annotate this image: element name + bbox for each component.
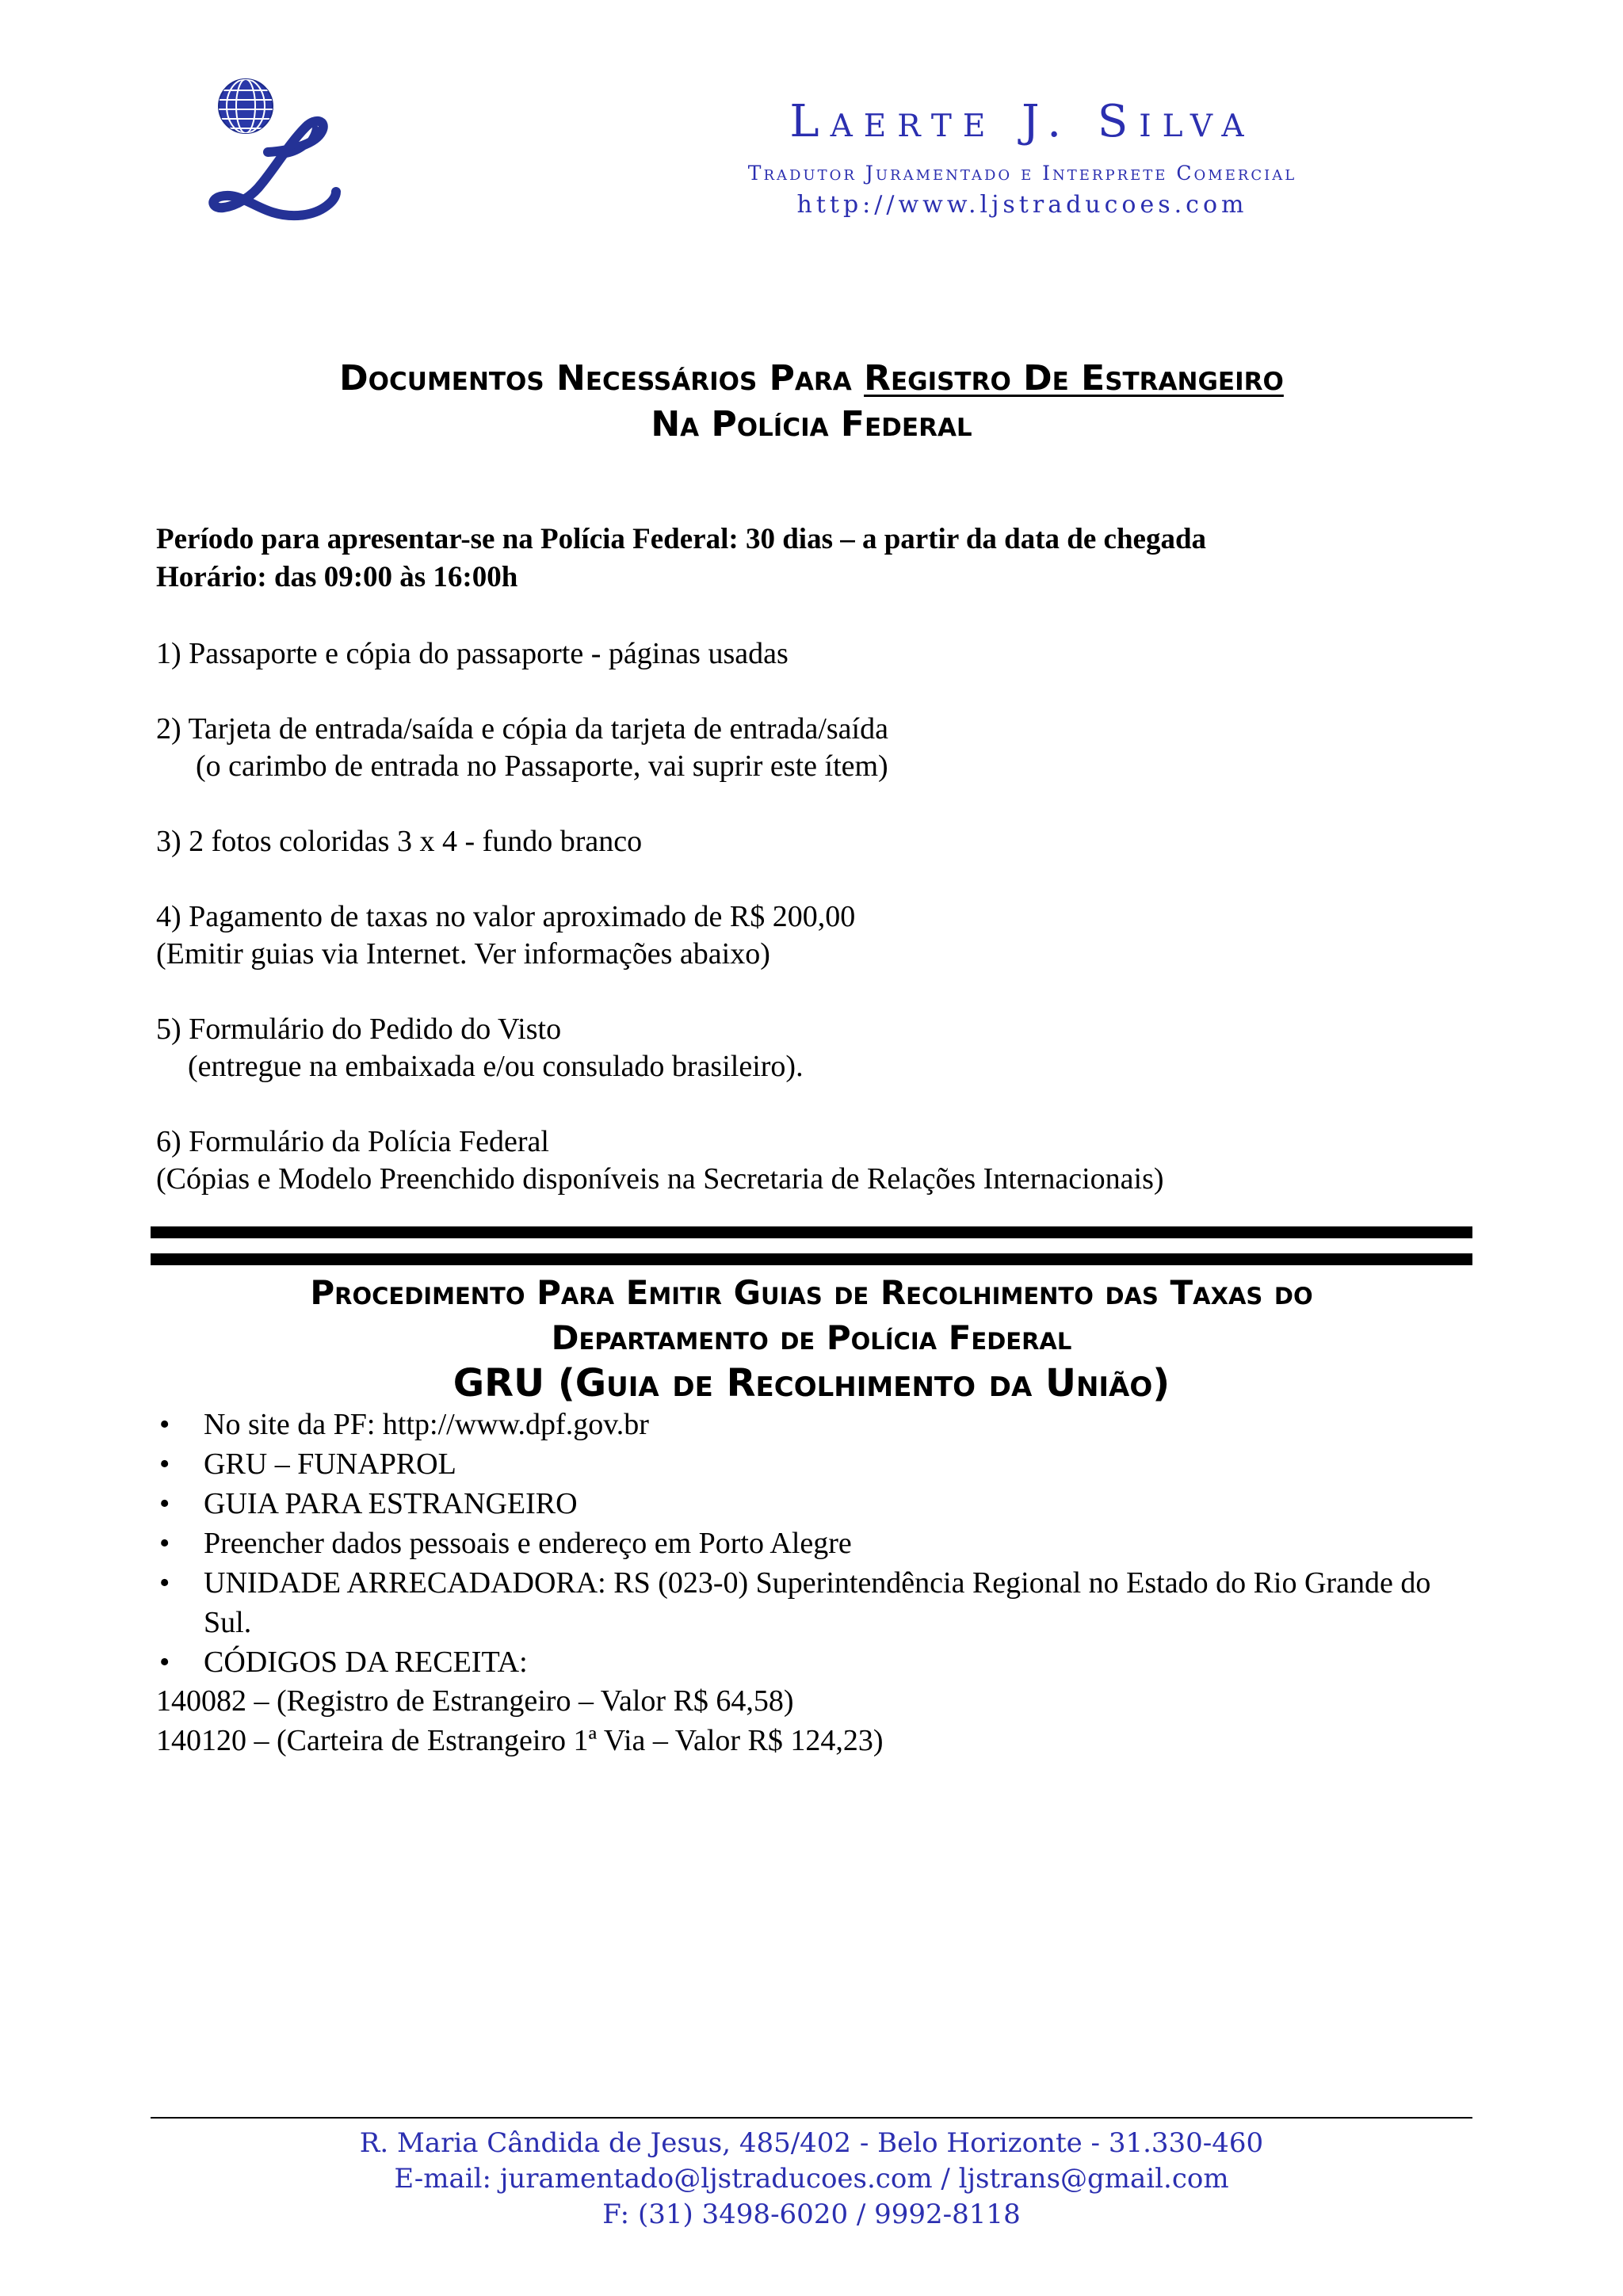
item-4-note: (Emitir guias via Internet. Ver informações abaixo): [156, 937, 770, 971]
section2-title-line2: Departamento de Polícia Federal: [551, 1318, 1072, 1357]
item-4: 4) Pagamento de taxas no valor aproximado de R$ 200,00: [156, 900, 856, 933]
list-item: • GUIA PARA ESTRANGEIRO: [156, 1484, 1456, 1524]
list-item: • No site da PF: http://www.dpf.gov.br: [156, 1405, 1456, 1444]
list-item: • CÓDIGOS DA RECEITA:: [156, 1642, 1456, 1682]
footer-rule: [151, 2117, 1472, 2119]
procedure-list: [156, 1405, 1456, 1682]
item-2: 2) Tarjeta de entrada/saída e cópia da tarjeta de entrada/saída: [156, 712, 888, 746]
footer-address: R. Maria Cândida de Jesus, 485/402 - Belo Horizonte - 31.330-460: [359, 2127, 1264, 2159]
footer-phone: F: (31) 3498-6020 / 9992-8118: [602, 2199, 1021, 2230]
hours-text: Horário: das 09:00 às 16:00h: [156, 561, 518, 593]
item-5: 5) Formulário do Pedido do Visto: [156, 1013, 562, 1046]
footer-email[interactable]: E-mail: juramentado@ljstraducoes.com / ljstrans@gmail.com: [394, 2163, 1229, 2195]
item-6-note: (Cópias e Modelo Preenchido disponíveis na Secretaria de Relações Internacionais): [156, 1162, 1164, 1196]
brand-subtitle: Tradutor Juramentado e Interprete Comercial: [747, 162, 1297, 185]
document-title-line1: [143, 358, 1480, 399]
item-2-note: (o carimbo de entrada no Passaporte, vai suprir este ítem): [196, 749, 888, 783]
document-title-line2: Na Polícia Federal: [651, 404, 972, 444]
divider-rule-1: [151, 1226, 1472, 1238]
item-5-note: (entregue na embaixada e/ou consulado brasileiro).: [188, 1050, 804, 1083]
title-part-1: Documentos Necessários Para: [339, 358, 865, 399]
divider-rule-2: [151, 1253, 1472, 1265]
item-3: 3) 2 fotos coloridas 3 x 4 - fundo branco: [156, 825, 643, 858]
title-part-2: Registro De Estrangeiro: [864, 358, 1284, 399]
deadline-text: Período para apresentar-se na Polícia Federal: 30 dias – a partir da data de chegada: [156, 523, 1207, 555]
item-1: 1) Passaporte e cópia do passaporte - páginas usadas: [156, 637, 789, 670]
brand-name: Laerte J. Silva: [789, 96, 1255, 147]
item-6: 6) Formulário da Polícia Federal: [156, 1125, 549, 1158]
list-item: • UNIDADE ARRECADADORA: RS (023-0) Superintendência Regional no Estado do Rio Grande do Sul.: [156, 1563, 1456, 1642]
company-logo: [197, 65, 343, 241]
revenue-code-2: 140120 – (Carteira de Estrangeiro 1ª Via – Valor R$ 124,23): [156, 1724, 884, 1757]
brand-url[interactable]: http://www.ljstraducoes.com: [796, 191, 1248, 219]
list-item: • Preencher dados pessoais e endereço em Porto Alegre: [156, 1524, 1456, 1563]
section2-title-line1: Procedimento Para Emitir Guias de Recolhimento das Taxas do: [310, 1273, 1313, 1312]
section2-title-line3: GRU (Guia de Recolhimento da União): [453, 1361, 1170, 1405]
list-item: • GRU – FUNAPROL: [156, 1444, 1456, 1484]
revenue-code-1: 140082 – (Registro de Estrangeiro – Valor R$ 64,58): [156, 1684, 794, 1718]
